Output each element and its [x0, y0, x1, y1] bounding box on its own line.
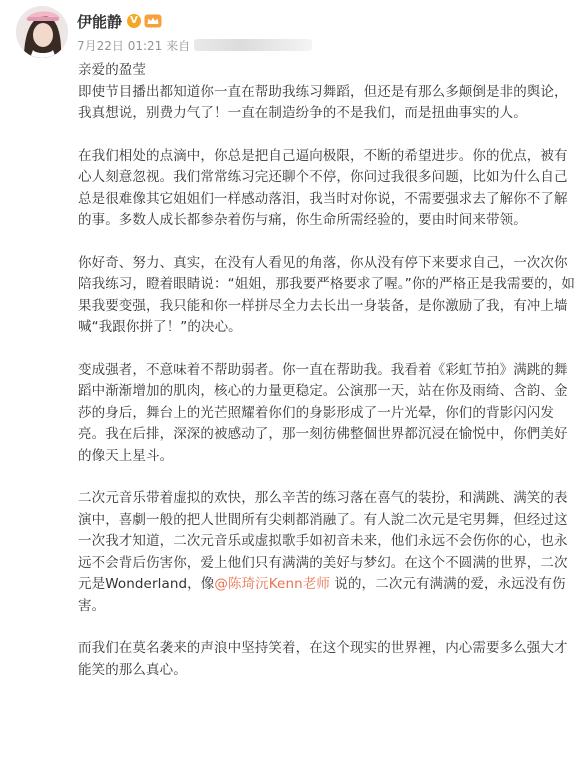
post-paragraph-6: 而我们在莫名袭来的声浪中坚持笑着，在这个现实的世界裡，内心需要多么强大才能笑的那么真心。	[78, 640, 568, 678]
user-mention-link[interactable]: @陈琦沅Kenn老师	[214, 576, 330, 592]
post-paragraph-5-tail: 说的，二次元有满满的爱，永远没有伤害。	[78, 576, 566, 614]
author-name[interactable]: 伊能静	[77, 12, 123, 31]
crown-icon[interactable]	[144, 14, 162, 28]
post-greeting: 亲爱的盈莹	[78, 62, 146, 78]
post-paragraph-2: 在我们相处的点滴中，你总是把自己逼向极限，不断的希望进步。你的优点，被有心人刻意忽视。我们常常练习完还聊个不停，你问过我很多问题，比如为什么自己总是很难像其它姐姐们一样感动落泪，我当时对你说，不需要强求去了解你不了解的事。多数人成长都参杂着伤与痛，你生命所需经验的，要由时间来带领。	[78, 147, 568, 228]
avatar-image	[16, 6, 68, 58]
post-meta	[77, 37, 312, 54]
author-row	[77, 10, 162, 32]
verified-badge-icon: V	[127, 14, 141, 28]
post-paragraph-5	[78, 488, 576, 617]
post-time[interactable]: 7月22日 01:21	[77, 39, 163, 53]
post-paragraph-4: 变成强者，不意味着不帮助弱者。你一直在帮助我。我看着《彩虹节拍》满跳的舞蹈中渐渐增加的肌肉，核心的力量更稳定。公演那一天，站在你及雨绮、含韵、金莎的身后，舞台上的光芒照耀着你们的身影形成了一片光晕，你们的背影闪闪发亮。我在后排，深深的被感动了，那一刻彷佛整個世界都沉浸在愉悦中，你們美好的像天上星斗。	[78, 361, 568, 464]
post-source-prefix: 来自	[166, 39, 191, 53]
blurred-source	[194, 39, 312, 51]
post-paragraph-3: 你好奇、努力、真实，在没有人看见的角落，你从没有停下来要求自己，一次次你陪我练习，瞪着眼睛说：“姐姐，那我要严格要求了喔。”你的严格正是我需要的，如果我要变强，我只能和你一样拼尽全力去长出一身装备，是你激励了我，有冲上墙喊“我跟你拼了！”的决心。	[78, 254, 576, 335]
post-paragraph-1: 即使节目播出都知道你一直在帮助我练习舞蹈，但还是有那么多颠倒是非的舆论，我真想说，别费力气了！一直在制造纷争的不是我们，而是扭曲事实的人。	[78, 83, 568, 121]
post-paragraph-5-text: 二次元音乐带着虚拟的欢快，那么辛苦的练习落在喜气的装扮，和满跳、满笑的表演中，喜劇一般的把人世間所有尖刺都消融了。有人說二次元是宅男舞，但经过这一次我才知道，二次元音乐或虚拟歌手如初音未来，他们永远不会伤你的心，也永远不会背后伤害你，爱上他们只有满满的美好与梦幻。在这个不圆满的世界，二次元是Wonderland，像	[78, 490, 568, 592]
post-header	[14, 6, 577, 58]
avatar[interactable]	[16, 6, 68, 58]
post-content	[78, 60, 576, 681]
